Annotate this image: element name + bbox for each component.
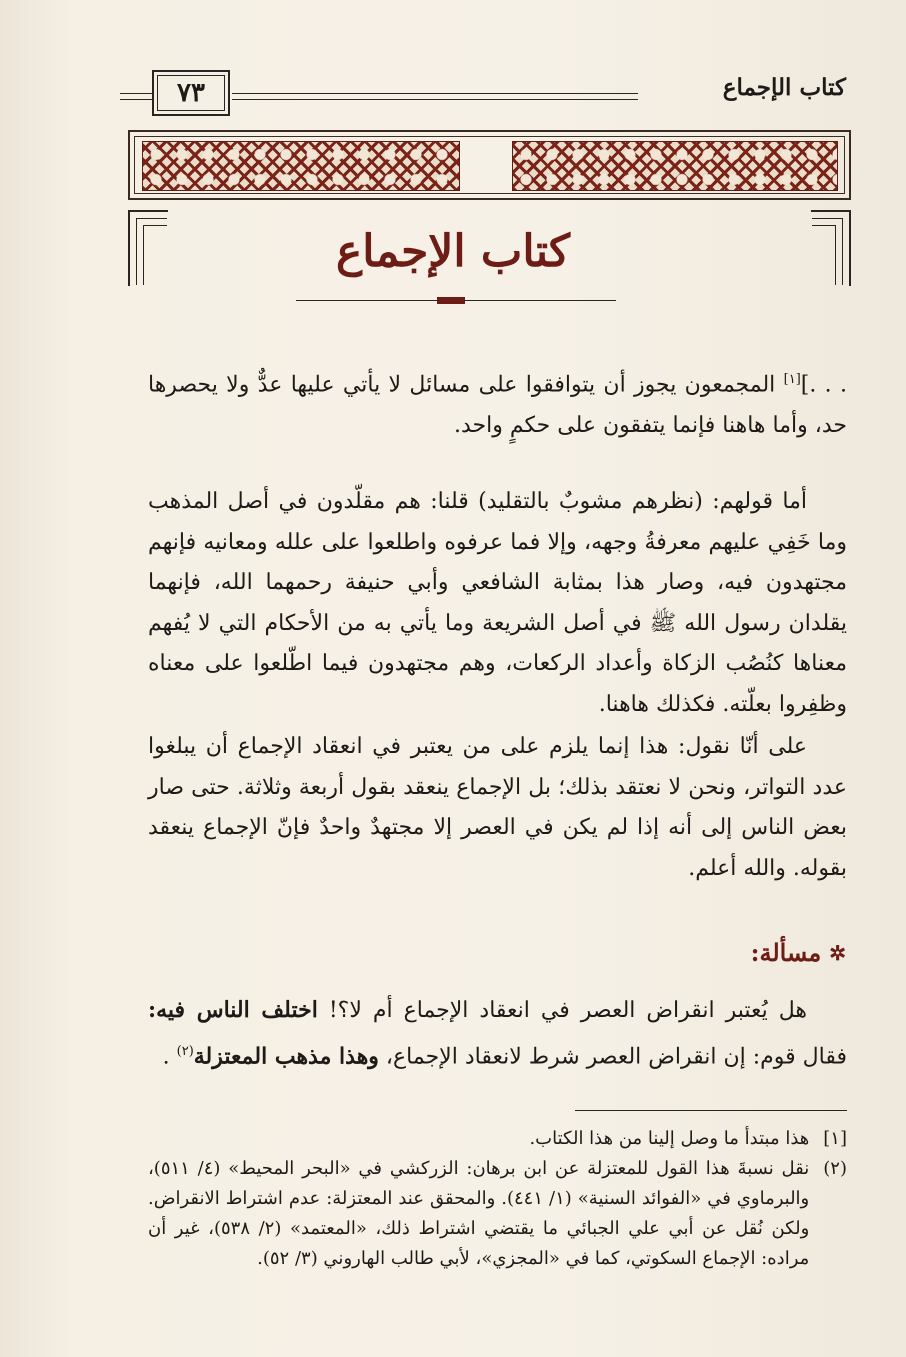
footnotes — [148, 1124, 847, 1274]
paragraph-text: . — [162, 1043, 177, 1069]
star-ornament-icon: ✲ — [829, 940, 846, 965]
title-ornament — [437, 297, 465, 304]
footnote-mark: (٢) — [823, 1158, 847, 1179]
footnote — [148, 1124, 847, 1154]
footnote-rule — [575, 1110, 847, 1111]
ellipsis-marker: . . .] — [800, 372, 847, 398]
paragraph-text: المجمعون يجوز أن يتوافقوا على مسائل لا يأتي عليها عدٌّ ولا يحصرها حد، وأما هاهنا فإنما يتفقون على حكمٍ واحد. — [148, 372, 847, 438]
paragraph: على أنّا نقول: هذا إنما يلزم على من يعتبر في انعقاد الإجماع أن يبلغوا عدد التواتر، ونحن لا نعتقد بذلك؛ بل الإجماع ينعقد بقول أربعة وثلاثة. حتى صار بعض الناس إلى أنه إذا لم يكن في العصر إلا مجتهدٌ واحدٌ فإنّ الإجماع ينعقد بقوله. والله أعلم. — [148, 734, 847, 881]
title-rule — [465, 300, 616, 301]
footnote-ref: [١] — [783, 372, 801, 387]
ornament-banner — [128, 130, 851, 200]
footnote-mark: [١] — [823, 1128, 847, 1149]
header-rule — [232, 99, 638, 100]
footnote-ref: (٢) — [176, 1043, 194, 1059]
ornament-pattern — [512, 141, 838, 191]
header-rule — [120, 93, 152, 94]
running-title: كتاب الإجماع — [722, 74, 846, 101]
paragraph-text: هل يُعتبر انقراض العصر في انعقاد الإجماع أم لا؟! — [317, 998, 808, 1023]
bold-phrase: وهذا مذهب المعتزلة — [193, 1042, 379, 1069]
paragraph-text: فقال قوم: إن انقراض العصر شرط لانعقاد الإجماع، — [378, 1043, 847, 1069]
bold-phrase: اختلف الناس فيه: — [148, 997, 318, 1023]
page-number: ٧٣ — [177, 78, 205, 108]
title-rule — [296, 300, 437, 301]
section-heading — [751, 938, 846, 967]
paragraph — [148, 360, 847, 446]
header-rule — [120, 99, 152, 100]
section-heading-label: مسألة: — [750, 938, 822, 967]
paragraph — [148, 990, 847, 1077]
chapter-title: كتاب الإجماع — [336, 226, 570, 277]
footnote — [148, 1154, 847, 1274]
paragraph: أما قولهم: (نظرهم مشوبٌ بالتقليد) قلنا: هم مقلّدون في أصل المذهب وما خَفِي عليهم معرفةُ وجهه، وإلا فما عرفوه واطلعوا على علله ومعانيه فإنهم مجتهدون فيه، وصار هذا بمثابة الشافعي وأبي حنيفة رحمهما الله، فإنهما يقلدان رسول الله ﷺ في أصل الشريعة وما يأتي به من الأحكام التي لا يُفهم معناها كنُصُب الزكاة وأعداد الركعات، وهم مجتهدون فيما اطّلعوا على معناه وظفِروا بعلّته. فكذلك هاهنا. — [148, 489, 847, 717]
ornament-pattern — [142, 141, 460, 191]
footnote-text: نقل نسبةَ هذا القول للمعتزلة عن ابن برهان: الزركشي في «البحر المحيط» (٤/ ٥١١)، والبرماوي في «الفوائد السنية» (١/ ٤٤١). والمحقق عند المعتزلة: عدم اشتراط الانقراض. ولكن نُقل عن أبي علي الجبائي ما يقتضي اشتراط ذلك، «المعتمد» (٢/ ٥٣٨)، غير أن مراده: الإجماع السكوتي، كما في «المجزي»، لأبي طالب الهاروني (٣/ ٥٢). — [148, 1158, 810, 1269]
page-number-box — [152, 70, 230, 116]
footnote-text: هذا مبتدأ ما وصل إلينا من هذا الكتاب. — [529, 1128, 810, 1149]
header-rule — [232, 93, 638, 94]
